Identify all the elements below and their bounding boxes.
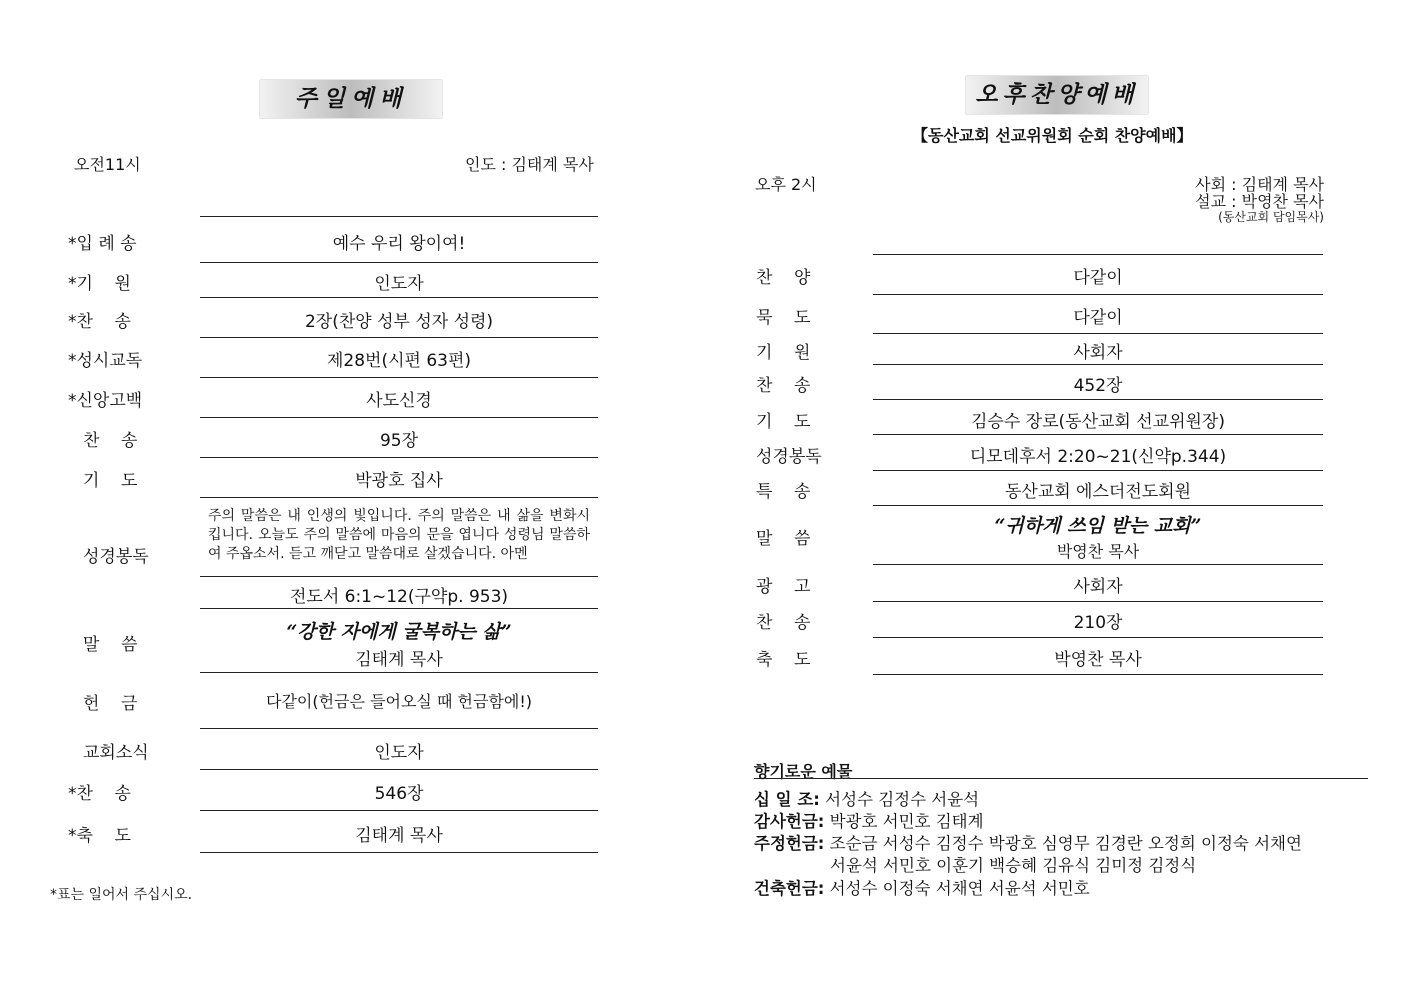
order-label-hymn: 찬 송	[756, 376, 811, 396]
order-value: 210장	[1073, 613, 1123, 633]
order-divider	[200, 457, 598, 458]
offering-names: 박광호 서민호 김태계	[829, 812, 984, 831]
order-divider	[200, 337, 598, 338]
order-value: 다같이	[1073, 268, 1123, 288]
offering-names: 조순금 서성수 김정수 박광호 심영무 김경란 오정희 이정숙 서채연	[829, 834, 1302, 853]
order-divider	[873, 333, 1323, 334]
order-label-prayer: 기 도	[83, 471, 138, 491]
order-divider	[873, 470, 1323, 471]
order-label-offering: 헌 금	[83, 694, 138, 714]
order-label-special-music: 특 송	[756, 482, 811, 502]
sunday-time: 오전11시	[74, 155, 141, 174]
order-label-responsive-reading: *성시교독	[68, 351, 143, 371]
order-divider	[873, 601, 1323, 602]
afternoon-preacher: 설교 : 박영찬 목사	[1195, 192, 1324, 211]
order-divider	[200, 608, 598, 609]
sermon-title: “귀하게 쓰임 받는 교회”	[994, 515, 1202, 537]
order-label-silent-prayer: 묵 도	[756, 308, 811, 328]
scripture-reference: 전도서 6:1~12(구약p. 953)	[289, 587, 509, 607]
order-value: 사도신경	[366, 391, 432, 411]
order-divider	[873, 399, 1323, 400]
order-divider	[873, 637, 1323, 638]
order-value: 인도자	[374, 274, 424, 294]
order-divider	[200, 852, 598, 853]
order-label-invocation: 기 원	[756, 343, 811, 363]
order-divider	[873, 564, 1323, 565]
order-value: 다같이	[1073, 308, 1123, 328]
order-divider	[200, 216, 598, 217]
order-value: 546장	[374, 784, 424, 804]
order-value: 김승수 장로(동산교회 선교위원장)	[971, 412, 1225, 432]
afternoon-service-title: 오후찬양예배	[966, 76, 1148, 114]
order-value: 제28번(시편 63편)	[326, 351, 472, 371]
order-label-scripture: 성경봉독	[756, 447, 822, 467]
order-label-hymn: *찬 송	[68, 312, 131, 332]
offering-names: 서성수 김정수 서윤석	[825, 790, 980, 809]
standing-footnote: *표는 일어서 주십시오.	[50, 887, 193, 903]
afternoon-host: 사회 : 김태계 목사	[1195, 175, 1324, 194]
order-divider	[873, 674, 1323, 675]
order-divider	[200, 262, 598, 263]
offering-row-weekly	[754, 830, 1302, 854]
offering-row-tithe	[754, 786, 979, 810]
order-divider	[200, 576, 598, 577]
order-label-scripture: 성경봉독	[83, 547, 149, 567]
sunday-leader: 인도 : 김태계 목사	[465, 155, 594, 174]
order-value: 사회자	[1073, 577, 1123, 597]
order-value: 디모데후서 2:20~21(신약p.344)	[969, 447, 1227, 467]
afternoon-time: 오후 2시	[755, 175, 817, 194]
order-label-hymn: *찬 송	[68, 784, 131, 804]
order-divider	[873, 294, 1323, 295]
order-label-invocation: *기 원	[68, 274, 131, 294]
order-label-hymn: 찬 송	[83, 431, 138, 451]
order-divider	[873, 364, 1323, 365]
order-value: 사회자	[1073, 343, 1123, 363]
order-value: 예수 우리 왕이여!	[332, 234, 466, 254]
order-value: 박영찬 목사	[1054, 650, 1142, 670]
order-value: 김태계 목사	[355, 826, 443, 846]
sermon-title: “강한 자에게 굴복하는 삶”	[286, 621, 512, 643]
order-divider	[873, 505, 1323, 506]
sermon-preacher: 김태계 목사	[355, 650, 443, 670]
offerings-divider	[754, 778, 1368, 779]
offering-label: 건축헌금:	[754, 879, 825, 898]
order-value: 95장	[379, 431, 419, 451]
sermon-preacher: 박영찬 목사	[1056, 542, 1140, 561]
order-divider	[200, 810, 598, 811]
order-label-benediction: 축 도	[756, 650, 811, 670]
order-value: 452장	[1073, 376, 1123, 396]
order-value: 박광호 집사	[355, 471, 443, 491]
order-label-benediction: *축 도	[68, 826, 131, 846]
afternoon-subtitle: 【동산교회 선교위원회 순회 찬양예배】	[912, 126, 1193, 145]
order-label-hymn: 찬 송	[756, 613, 811, 633]
offering-label: 감사헌금:	[754, 812, 825, 831]
afternoon-preacher-note: (동산교회 담임목사)	[1218, 210, 1324, 224]
offering-label: 주정헌금:	[754, 834, 825, 853]
order-value: 동산교회 에스더전도회원	[1004, 482, 1192, 502]
offerings-title: 향기로운 예물	[754, 762, 853, 781]
offering-row-thanks	[754, 808, 984, 832]
offering-label: 십 일 조:	[754, 790, 820, 809]
order-value: 다같이(헌금은 들어오실 때 헌금함에!)	[266, 692, 532, 711]
order-divider	[873, 254, 1323, 255]
sunday-service-title: 주일예배	[260, 80, 442, 118]
order-value: 인도자	[374, 743, 424, 763]
offering-names: 서성수 이정숙 서채연 서윤석 서민호	[829, 879, 1090, 898]
scripture-prayer-text: 주의 말씀은 내 인생의 빛입니다. 주의 말씀은 내 삶을 변화시킵니다. 오늘도 주의 말씀에 마음의 문을 엽니다 성령님 말씀하여 주옵소서. 듣고 깨닫고 말씀대로 살겠습니다. 아멘	[208, 508, 590, 562]
order-divider	[200, 417, 598, 418]
order-divider	[200, 497, 598, 498]
order-divider	[200, 297, 598, 298]
order-label-creed: *신앙고백	[68, 391, 143, 411]
order-divider	[200, 769, 598, 770]
order-label-announcements: 교회소식	[83, 743, 149, 763]
order-label-sermon: 말 씀	[83, 635, 138, 655]
order-label-praise: 찬 양	[756, 268, 811, 288]
order-label-announcements: 광 고	[756, 577, 811, 597]
order-value: 2장(찬양 성부 성자 성령)	[304, 312, 494, 332]
order-divider	[873, 434, 1323, 435]
order-divider	[200, 728, 598, 729]
offering-names: 서윤석 서민호 이훈기 백승혜 김유식 김미정 김정식	[830, 856, 1197, 875]
order-label-prayer: 기 도	[756, 412, 811, 432]
order-label-sermon: 말 씀	[756, 529, 811, 549]
offering-row-building	[754, 875, 1090, 899]
order-divider	[200, 672, 598, 673]
order-label-processional: *입 례 송	[68, 234, 137, 254]
order-divider	[200, 377, 598, 378]
offering-row-weekly-continued	[830, 852, 1196, 876]
